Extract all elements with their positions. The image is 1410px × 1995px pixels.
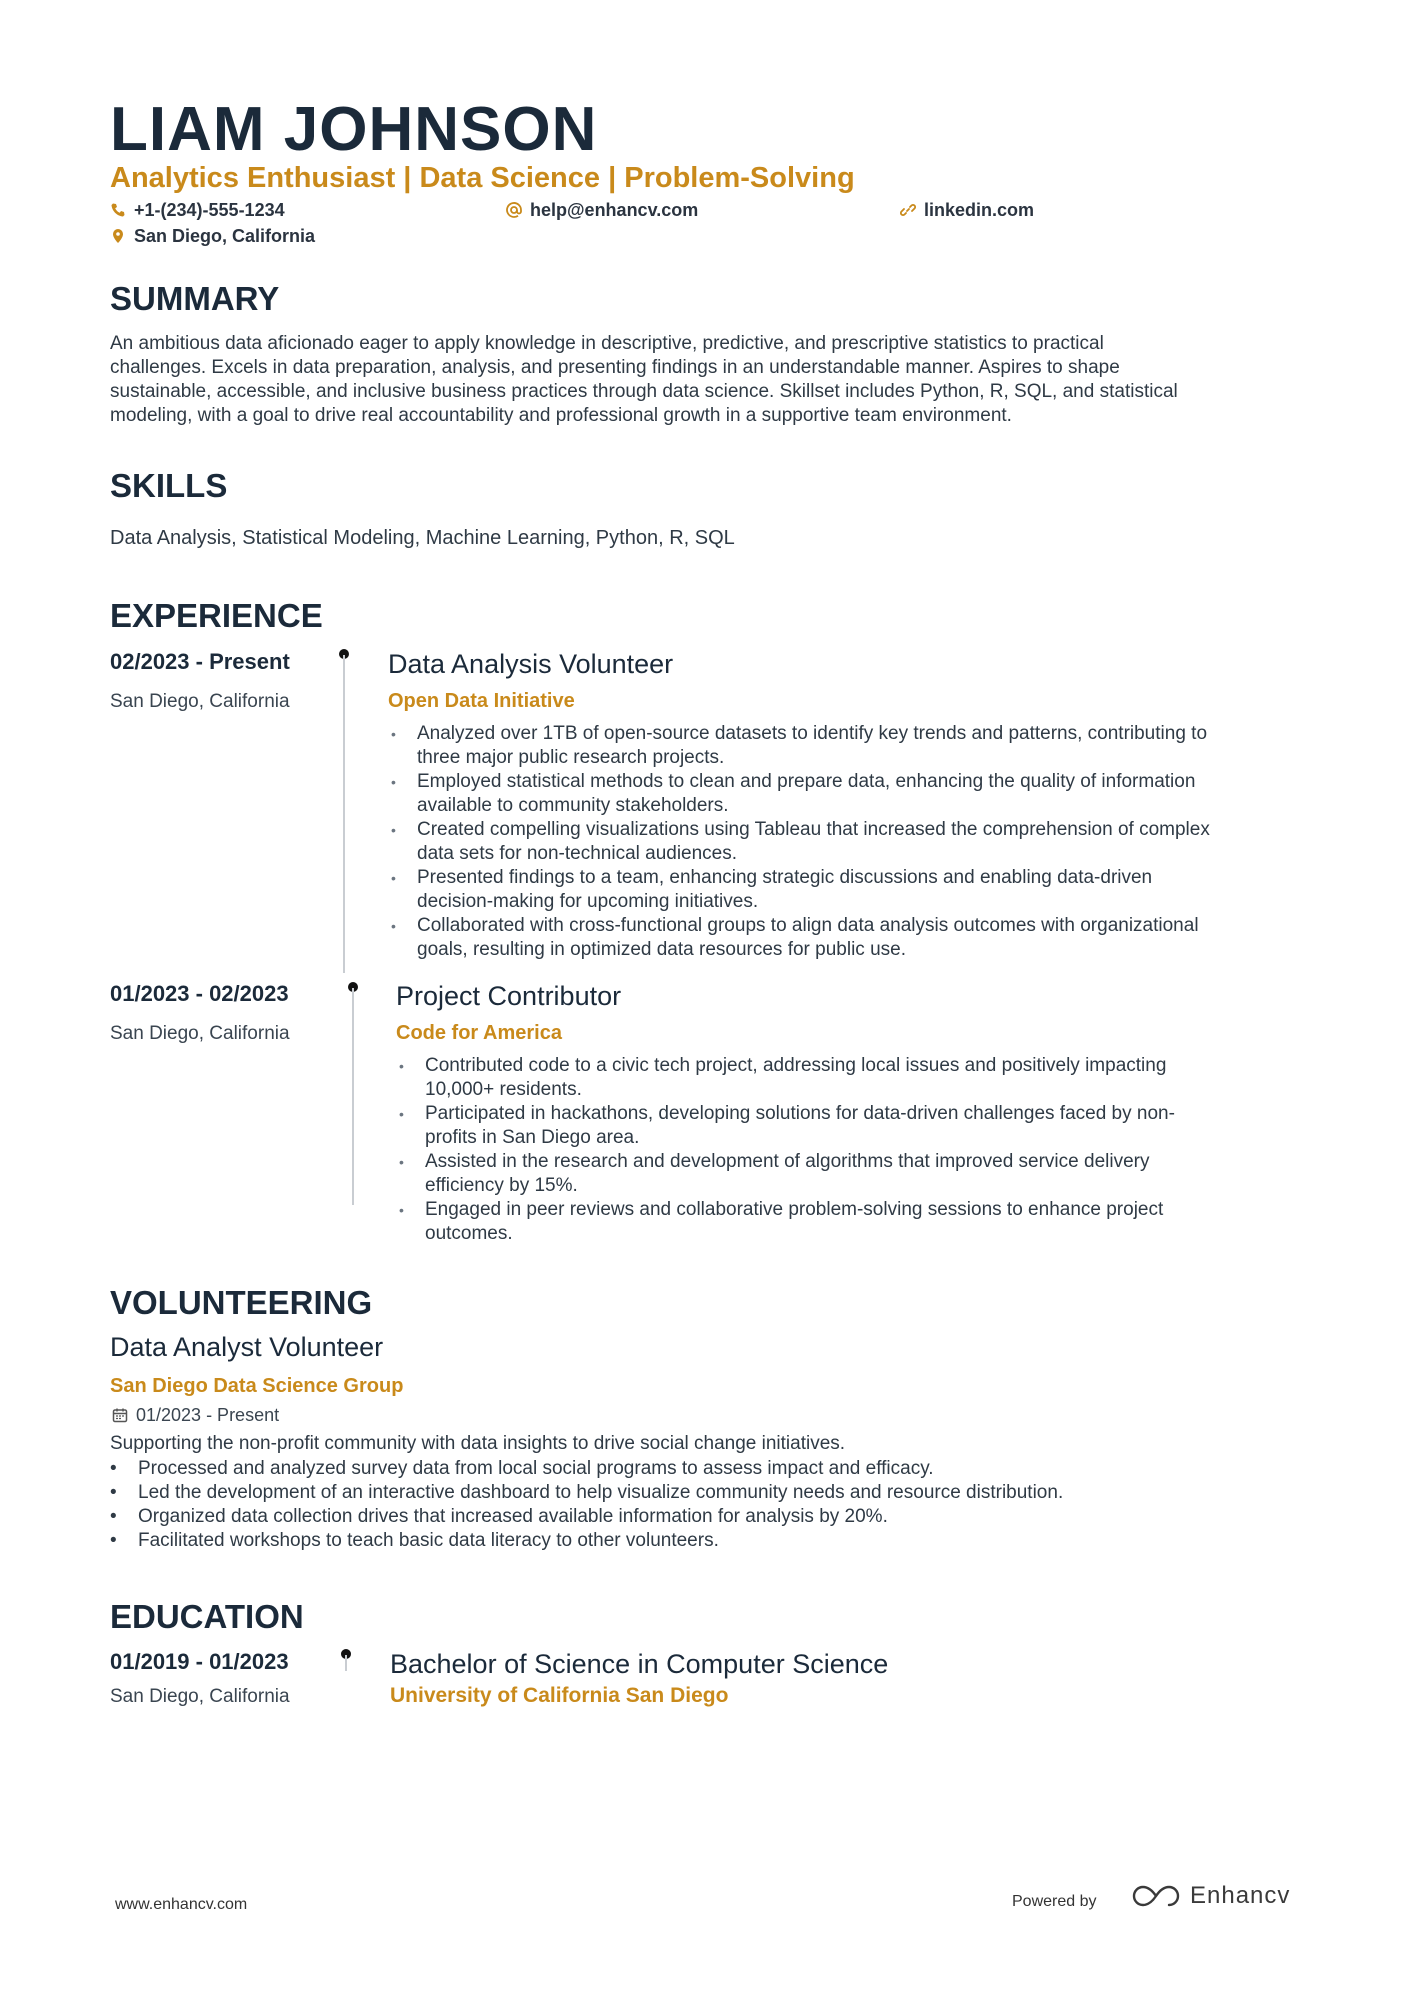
list-item: • Presented findings to a team, enhancing strategic discussions and enabling data-driven decision-making for upcoming initiatives. [389,866,1389,914]
degree-title: Bachelor of Science in Computer Science [390,1649,889,1679]
phone-icon [110,202,126,218]
footer-powered-by: Powered by [1012,1893,1097,1910]
email-text[interactable]: help@enhancv.com [530,200,699,220]
job-bullets [389,722,1389,962]
footer-website[interactable]: www.enhancv.com [115,1896,248,1913]
company-name: Open Data Initiative [388,690,575,712]
list-item: • Engaged in peer reviews and collaborative problem-solving sessions to enhance project outcomes. [397,1198,1297,1246]
experience-heading: EXPERIENCE [110,597,323,634]
phone-text[interactable]: +1-(234)-555-1234 [134,200,285,220]
school-name: University of California San Diego [390,1684,729,1707]
list-item: • Created compelling visualizations using Tableau that increased the comprehension of complex data sets for non-technical audiences. [389,818,1389,866]
contact-linkedin [900,198,1034,222]
list-item: • Contributed code to a civic tech project, addressing local issues and positively impacting 10,000+ residents. [397,1054,1297,1102]
linkedin-text[interactable]: linkedin.com [924,200,1035,220]
volunteer-dates [112,1403,279,1427]
job-dates: 01/2023 - 02/2023 [110,981,289,1006]
volunteer-dates-text: 01/2023 - Present [136,1405,280,1425]
skills-text: Data Analysis, Statistical Modeling, Machine Learning, Python, R, SQL [110,527,735,549]
list-item: • Analyzed over 1TB of open-source datasets to identify key trends and patterns, contributing to three major public research projects. [389,722,1389,770]
summary-text [110,332,1300,428]
infinity-logo-icon [1132,1883,1180,1909]
location-pin-icon [110,228,126,244]
education-dates: 01/2019 - 01/2023 [110,1649,289,1674]
job-title: Data Analysis Volunteer [388,649,674,679]
list-item: • Led the development of an interactive dashboard to help visualize community needs and resource distribution. [110,1481,1300,1505]
list-item: • Participated in hackathons, developing solutions for data-driven challenges faced by non- profits in San Diego area. [397,1102,1297,1150]
summary-line: modeling, with a goal to drive real accountability and professional growth in a supportive team environment. [110,405,1012,426]
calendar-icon [112,1407,128,1423]
job-location: San Diego, California [110,1023,290,1044]
job-bullets [397,1054,1297,1246]
list-item: • Processed and analyzed survey data from local social programs to assess impact and efficacy. [110,1457,1300,1481]
timeline-line [345,1655,347,1671]
location-text: San Diego, California [134,226,316,246]
timeline-line [352,988,354,1205]
link-icon [900,202,916,218]
volunteer-org: San Diego Data Science Group [110,1375,404,1397]
timeline-line [343,655,345,973]
summary-heading: SUMMARY [110,280,280,317]
contact-email [506,198,698,222]
job-dates: 02/2023 - Present [110,649,290,674]
contact-phone [110,198,285,222]
contact-location [110,224,315,248]
volunteer-description: Supporting the non-profit community with data insights to drive social change initiatives. [110,1433,846,1454]
at-icon [506,202,522,218]
volunteer-role: Data Analyst Volunteer [110,1332,384,1362]
job-title: Project Contributor [396,981,622,1011]
education-location: San Diego, California [110,1686,290,1707]
education-heading: EDUCATION [110,1598,304,1635]
enhancv-brand-text: Enhancv [1190,1882,1291,1909]
list-item: • Facilitated workshops to teach basic data literacy to other volunteers. [110,1529,1300,1553]
list-item: • Collaborated with cross-functional groups to align data analysis outcomes with organizational goals, resulting in optimized data resources for public use. [389,914,1389,962]
volunteer-bullets [110,1457,1300,1553]
company-name: Code for America [396,1022,562,1044]
summary-line: sustainable, accessible, and inclusive business practices through data science. Skillset includes Python, R, SQL, and statistical [110,381,1178,402]
list-item: • Employed statistical methods to clean and prepare data, enhancing the quality of information available to community stakeholders. [389,770,1389,818]
enhancv-logo[interactable] [1132,1882,1290,1910]
volunteering-heading: VOLUNTEERING [110,1284,373,1321]
summary-line: challenges. Excels in data preparation, analysis, and presenting findings in an understandable manner. Aspires to shape [110,357,1120,378]
job-location: San Diego, California [110,691,290,712]
summary-line: An ambitious data aficionado eager to apply knowledge in descriptive, predictive, and prescriptive statistics to practical [110,333,1104,354]
candidate-name: LIAM JOHNSON [110,95,598,164]
headline: Analytics Enthusiast | Data Science | Problem-Solving [110,162,855,194]
list-item: • Organized data collection drives that increased available information for analysis by 20%. [110,1505,1300,1529]
skills-heading: SKILLS [110,467,228,504]
list-item: • Assisted in the research and development of algorithms that improved service delivery efficiency by 15%. [397,1150,1297,1198]
